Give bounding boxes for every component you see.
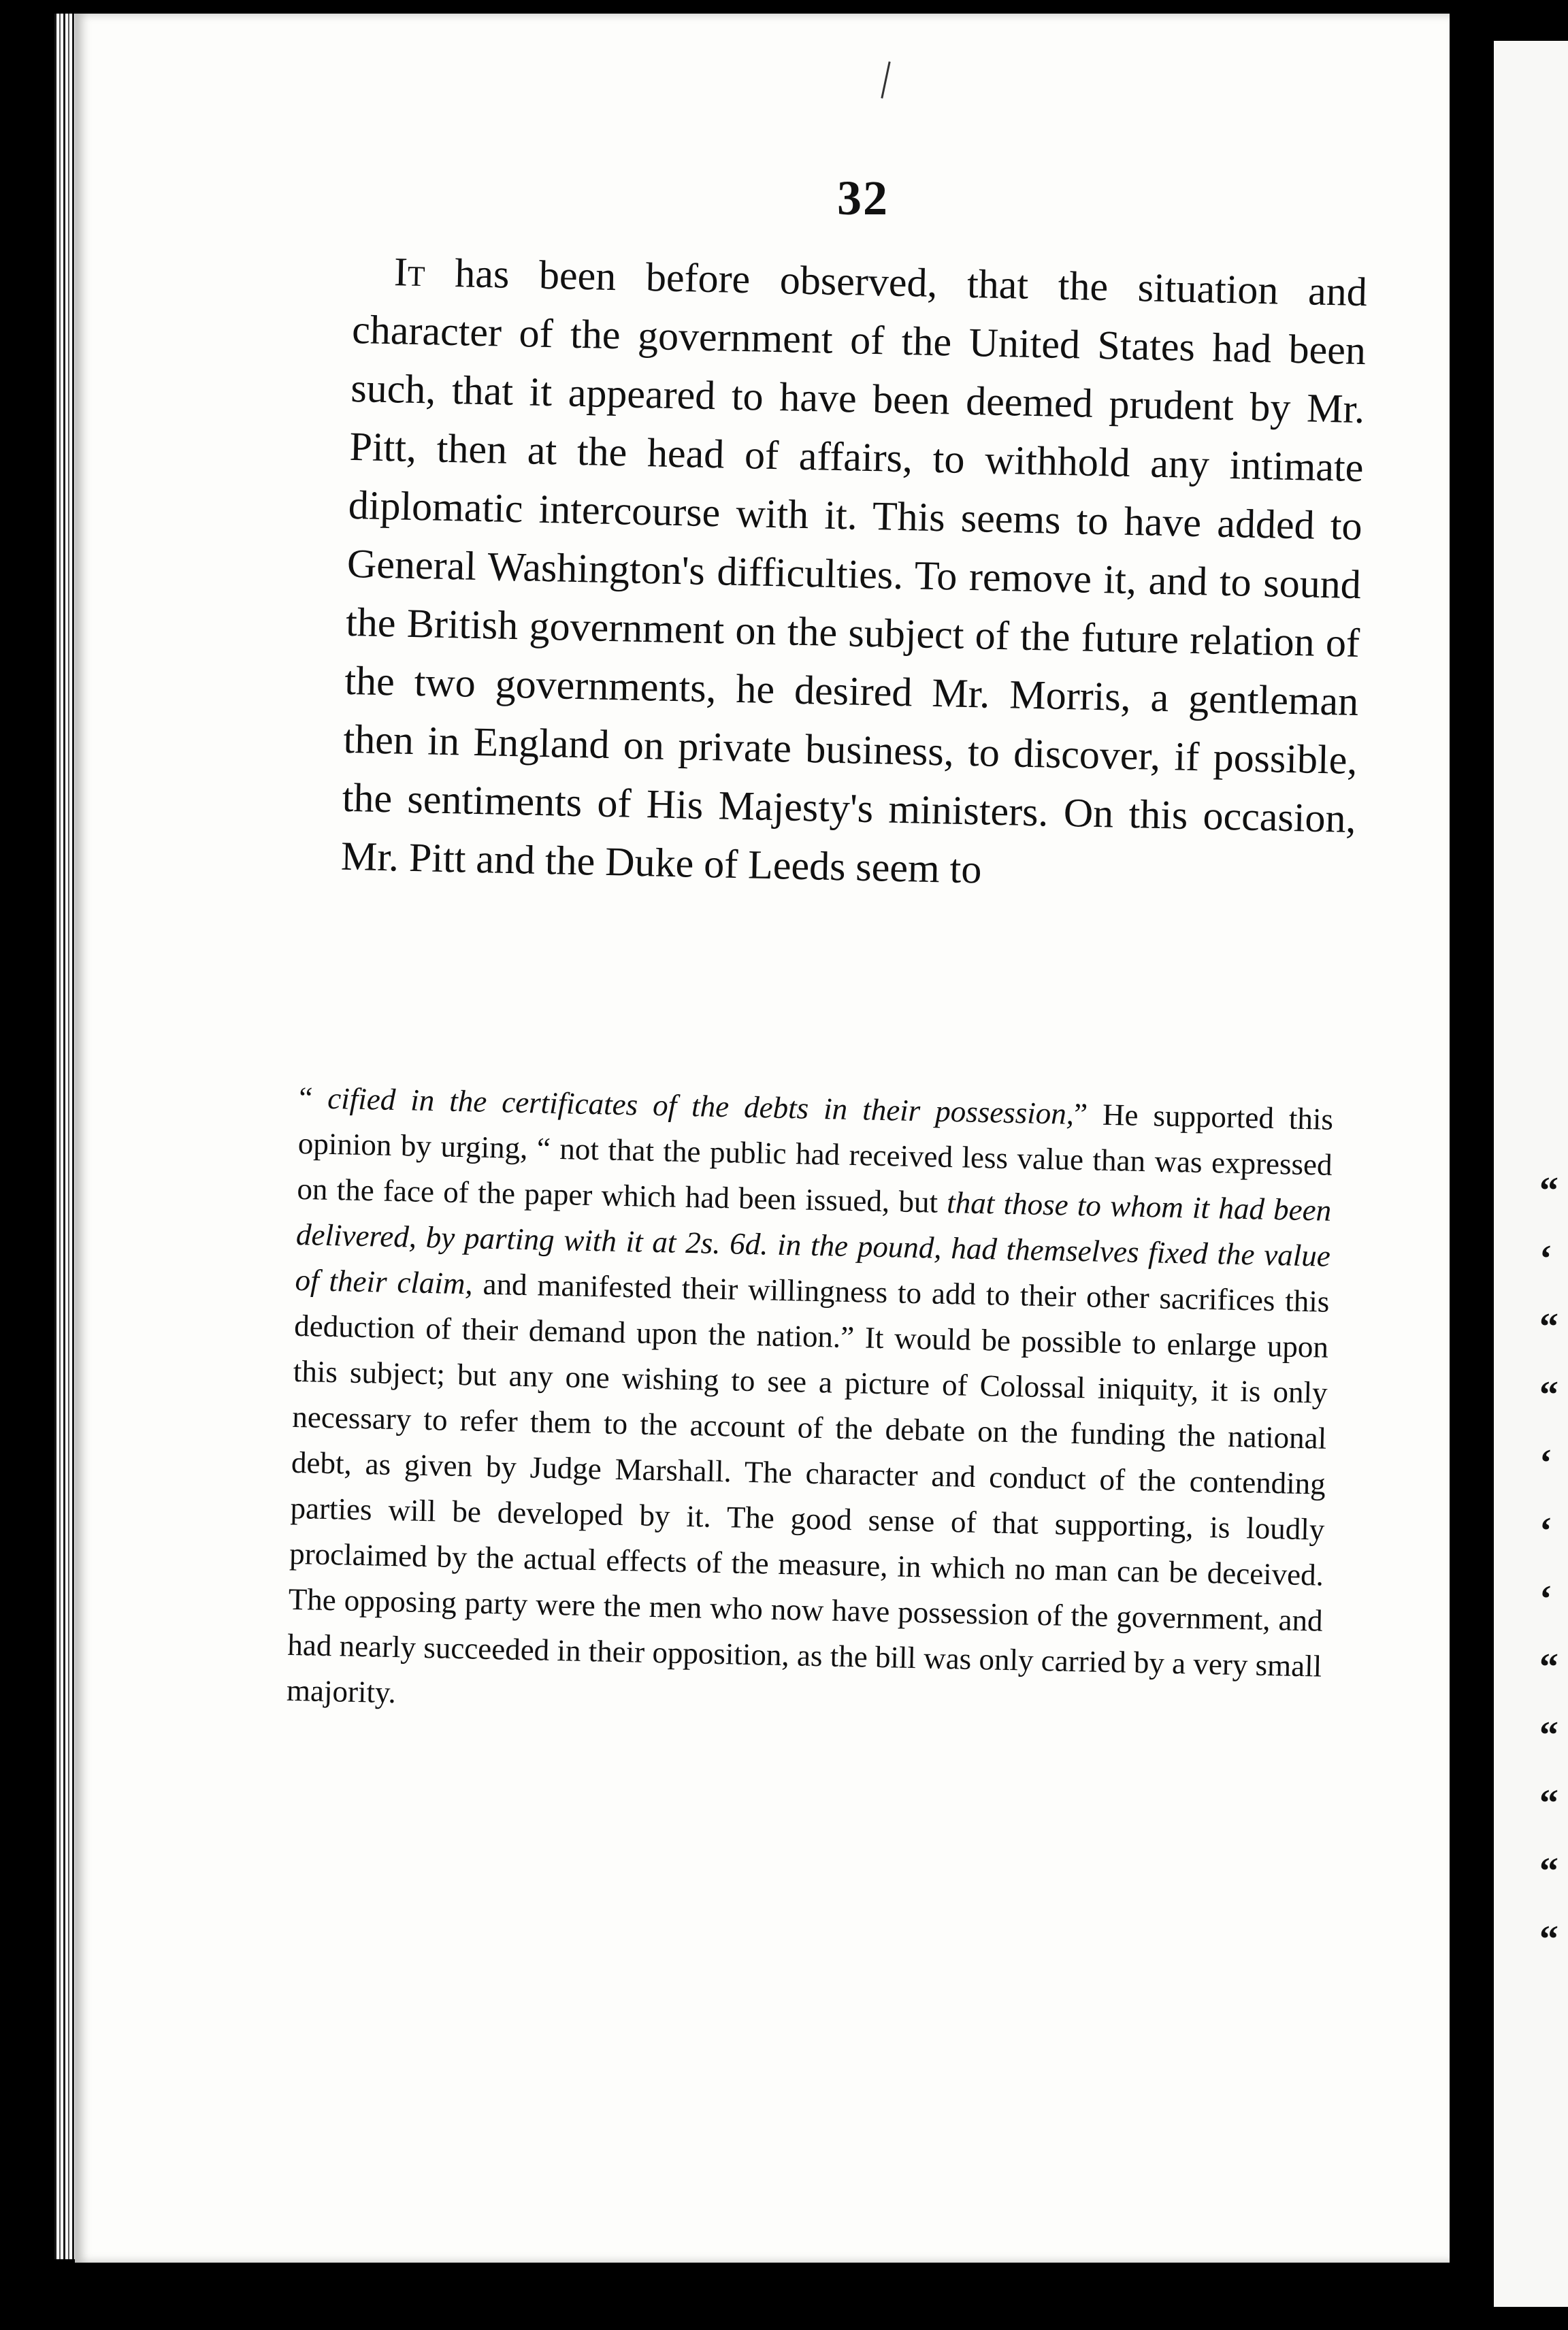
- edge-mark: “: [1539, 1170, 1558, 1212]
- footnote-paragraph: [286, 1075, 1333, 1735]
- footnote-text-2: and manifested their willingness to add to their other sacrifices this deduction of their demand upon the nation.” It would be possible to enlarge upon this subject; but any one wishing to see a picture of Colossal iniquity, it is only necessary to refer them to the account of the debate on the funding the national debt, as given by Judge Marshall. The character and conduct of the contending parties will be developed by it. The good sense of that supporting, is loudly proclaimed by the actual effects of the measure, in which no man can be deceived. The opposing party were the men who now have possession of the government, and had nearly succeeded in their opposition, as the bill was only carried by a very small majority.: [286, 1266, 1330, 1710]
- footnote-open-quote: “: [298, 1080, 328, 1115]
- edge-mark: “: [1539, 1306, 1558, 1348]
- edge-mark: ‘: [1539, 1238, 1552, 1280]
- body-paragraph: [340, 242, 1367, 906]
- edge-mark: ‘: [1539, 1442, 1552, 1484]
- opening-word: It: [393, 249, 426, 295]
- edge-mark: “: [1539, 1782, 1558, 1824]
- footnote-italic-1: cified in the certificates of the debts in their possession,: [327, 1081, 1075, 1131]
- body-text: [340, 242, 1367, 906]
- footnote-italic-2: that those to whom it had been delivered, by parting with it at 2s. 6d. in the pound, had themselves fixed the value of their claim,: [295, 1185, 1332, 1301]
- edge-mark: ‘: [1539, 1510, 1552, 1552]
- edge-mark: “: [1539, 1918, 1558, 1960]
- footnote: [286, 1075, 1333, 1735]
- edge-mark: “: [1539, 1646, 1558, 1688]
- edge-mark: “: [1539, 1374, 1558, 1416]
- paragraph-text: has been before observed, that the situation and character of the government of the United States had been such, that it appeared to have been deemed prudent by Mr. Pitt, then at the head of affairs, to withhold any intimate diplomatic intercourse with it. This seems to have added to General Washington's difficulties. To remove it, and to sound the British government on the subject of the future relation of the two governments, he desired Mr. Morris, a gentleman then in England on private business, to discover, if possible, the sentiments of His Majesty's ministers. On this occasion, Mr. Pitt and the Duke of Leeds seem to: [340, 250, 1368, 892]
- edge-mark: ‘: [1539, 1578, 1552, 1620]
- facing-page-quote-marks: [1539, 1157, 1567, 1973]
- page-number: 32: [837, 171, 889, 225]
- edge-mark: “: [1539, 1850, 1558, 1892]
- footnote-text-1: ” He supported this opinion by urging, “ not that the public had received less value than was expressed on the face of the paper which had been issued, but: [296, 1096, 1334, 1219]
- edge-mark: “: [1539, 1714, 1558, 1756]
